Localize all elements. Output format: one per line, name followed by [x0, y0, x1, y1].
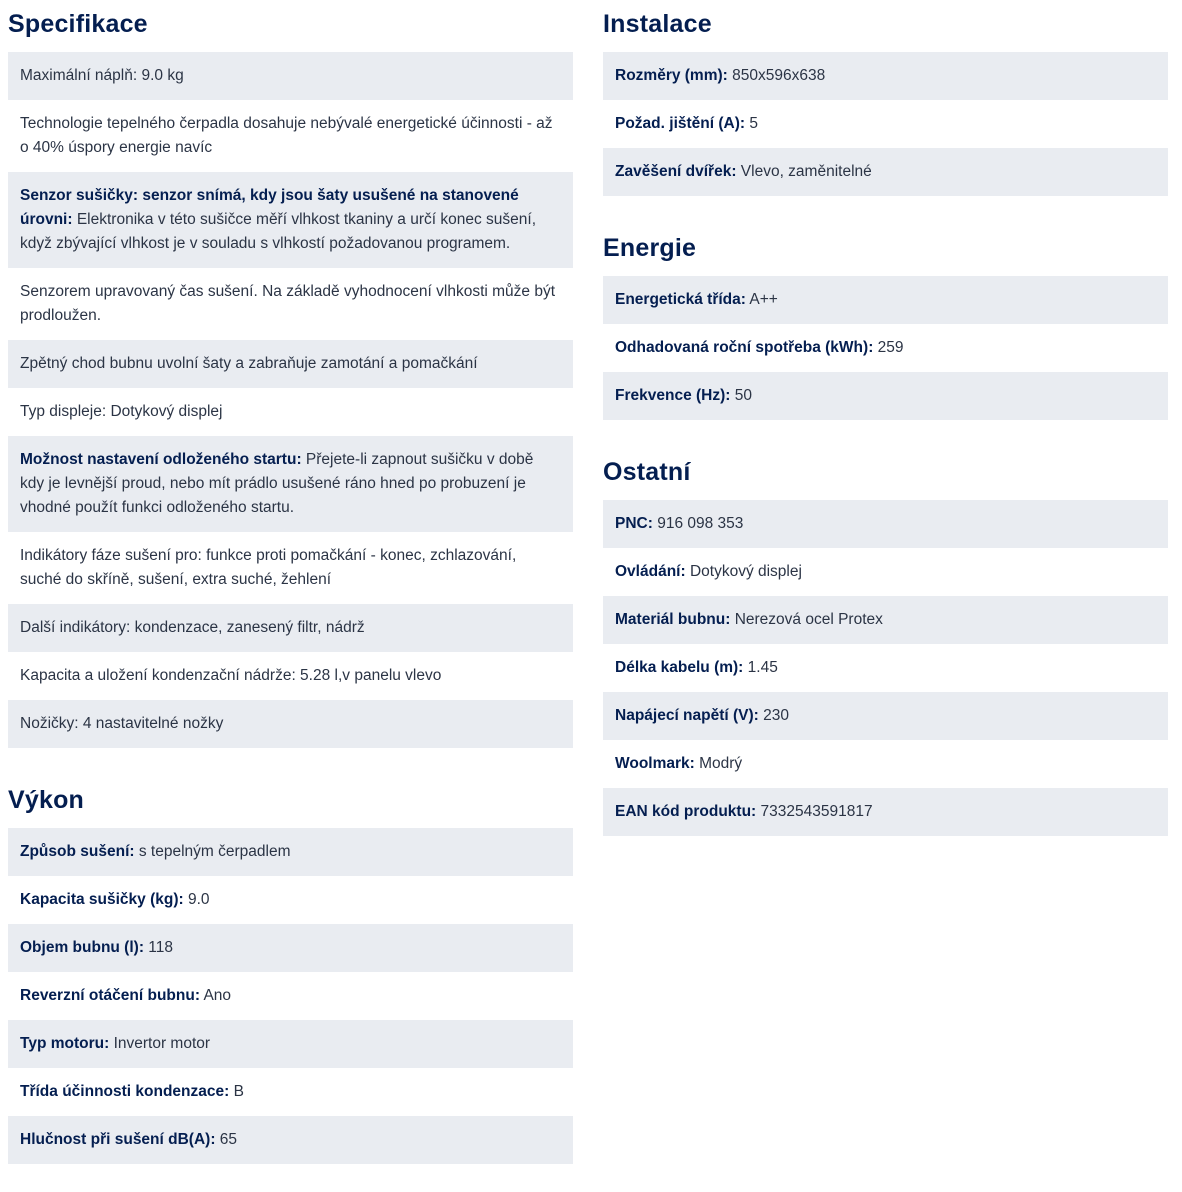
spec-row [8, 652, 573, 700]
spec-label: Třída účinnosti kondenzace: [20, 1083, 230, 1100]
spec-text: Indikátory fáze sušení pro: funkce proti pomačkání - konec, zchlazování, suché do skříně, sušení, extra suché, žehlení [20, 547, 517, 588]
spec-row [8, 340, 573, 388]
spec-row [8, 532, 573, 604]
spec-text: Maximální náplň: 9.0 kg [20, 67, 184, 84]
spec-value: Nerezová ocel Protex [730, 611, 883, 628]
spec-row [8, 972, 573, 1020]
spec-label: Zavěšení dvířek: [615, 163, 737, 180]
section-energie [603, 224, 1168, 420]
spec-row [603, 148, 1168, 196]
spec-label: Rozměry (mm): [615, 67, 728, 84]
spec-text: Nožičky: 4 nastavitelné nožky [20, 715, 224, 732]
section-title: Ostatní [603, 458, 691, 486]
section-vykon [8, 776, 573, 1164]
spec-label: Senzor sušičky: senzor snímá, kdy jsou šaty usušené na stanovené úrovni: [20, 187, 519, 228]
right-column [603, 0, 1168, 836]
spec-label: Objem bubnu (l): [20, 939, 144, 956]
spec-label: Energetická třída: [615, 291, 746, 308]
spec-value: 1.45 [743, 659, 778, 676]
spec-value: 259 [873, 339, 904, 356]
section-specifikace [8, 0, 573, 748]
spec-value: B [229, 1083, 244, 1100]
spec-label: Materiál bubnu: [615, 611, 731, 628]
spec-text: Další indikátory: kondenzace, zanesený filtr, nádrž [20, 619, 365, 636]
spec-value: 9.0 [183, 891, 210, 908]
section-ostatni [603, 448, 1168, 836]
spec-label: Typ motoru: [20, 1035, 110, 1052]
spec-label: Odhadovaná roční spotřeba (kWh): [615, 339, 874, 356]
spec-row [8, 172, 573, 268]
spec-text: Technologie tepelného čerpadla dosahuje nebývalé energetické účinnosti - až o 40% úspory energie navíc [20, 115, 553, 156]
spec-row [603, 276, 1168, 324]
spec-row [8, 388, 573, 436]
spec-row [8, 924, 573, 972]
spec-label: Kapacita sušičky (kg): [20, 891, 184, 908]
spec-value: Dotykový displej [685, 563, 802, 580]
spec-value: Přejete-li zapnout sušičku v době kdy je levnější proud, nebo mít prádlo usušené ráno hned po probuzení je vhodné použít funkci odloženého startu. [20, 451, 534, 516]
spec-row [8, 876, 573, 924]
spec-text: Kapacita a uložení kondenzační nádrže: 5.28 l,v panelu vlevo [20, 667, 442, 684]
spec-row [8, 1020, 573, 1068]
spec-row [8, 1116, 573, 1164]
spec-value: Modrý [694, 755, 743, 772]
spec-value: 65 [215, 1131, 238, 1148]
spec-value: Vlevo, zaměnitelné [736, 163, 872, 180]
spec-row [8, 436, 573, 532]
spec-row [603, 692, 1168, 740]
spec-row [603, 372, 1168, 420]
section-title: Energie [603, 234, 697, 262]
spec-row [8, 268, 573, 340]
spec-text: Zpětný chod bubnu uvolní šaty a zabraňuje zamotání a pomačkání [20, 355, 478, 372]
spec-row [603, 596, 1168, 644]
spec-value: Elektronika v této sušičce měří vlhkost tkaniny a určí konec sušení, když zbývající vlhkost je v souladu s vlhkostí požadovanou programem. [20, 211, 537, 252]
spec-value: 916 098 353 [652, 515, 744, 532]
spec-label: Napájecí napětí (V): [615, 707, 759, 724]
spec-value: 118 [143, 939, 174, 956]
spec-value: s tepelným čerpadlem [134, 843, 291, 860]
spec-value: 50 [730, 387, 752, 404]
left-column [8, 0, 573, 1164]
spec-row [8, 828, 573, 876]
spec-value: 850x596x638 [727, 67, 826, 84]
spec-row [8, 100, 573, 172]
spec-value: Invertor motor [109, 1035, 211, 1052]
spec-row [603, 644, 1168, 692]
spec-row [603, 548, 1168, 596]
spec-row [603, 52, 1168, 100]
spec-label: Délka kabelu (m): [615, 659, 744, 676]
spec-label: Reverzní otáčení bubnu: [20, 987, 200, 1004]
spec-label: Způsob sušení: [20, 843, 135, 860]
spec-label: EAN kód produktu: [615, 803, 757, 820]
spec-label: Woolmark: [615, 755, 695, 772]
spec-value: A++ [745, 291, 778, 308]
spec-row [8, 1068, 573, 1116]
section-title: Výkon [8, 786, 85, 814]
section-instalace [603, 0, 1168, 196]
spec-value: 230 [758, 707, 790, 724]
spec-text: Senzorem upravovaný čas sušení. Na základě vyhodnocení vlhkosti může být prodloužen. [20, 283, 556, 324]
spec-row [603, 324, 1168, 372]
section-title: Specifikace [8, 10, 148, 38]
spec-row [603, 788, 1168, 836]
spec-value: 5 [745, 115, 758, 132]
spec-label: Požad. jištění (A): [615, 115, 746, 132]
spec-label: Frekvence (Hz): [615, 387, 731, 404]
spec-label: Ovládání: [615, 563, 686, 580]
spec-row [603, 500, 1168, 548]
spec-value: 7332543591817 [756, 803, 873, 820]
spec-row [603, 100, 1168, 148]
spec-text: Typ displeje: Dotykový displej [20, 403, 223, 420]
spec-label: Možnost nastavení odloženého startu: [20, 451, 302, 468]
spec-label: Hlučnost při sušení dB(A): [20, 1131, 216, 1148]
spec-row [8, 604, 573, 652]
spec-row [8, 52, 573, 100]
spec-row [603, 740, 1168, 788]
section-title: Instalace [603, 10, 712, 38]
spec-row [8, 700, 573, 748]
spec-value: Ano [200, 987, 232, 1004]
spec-label: PNC: [615, 515, 653, 532]
